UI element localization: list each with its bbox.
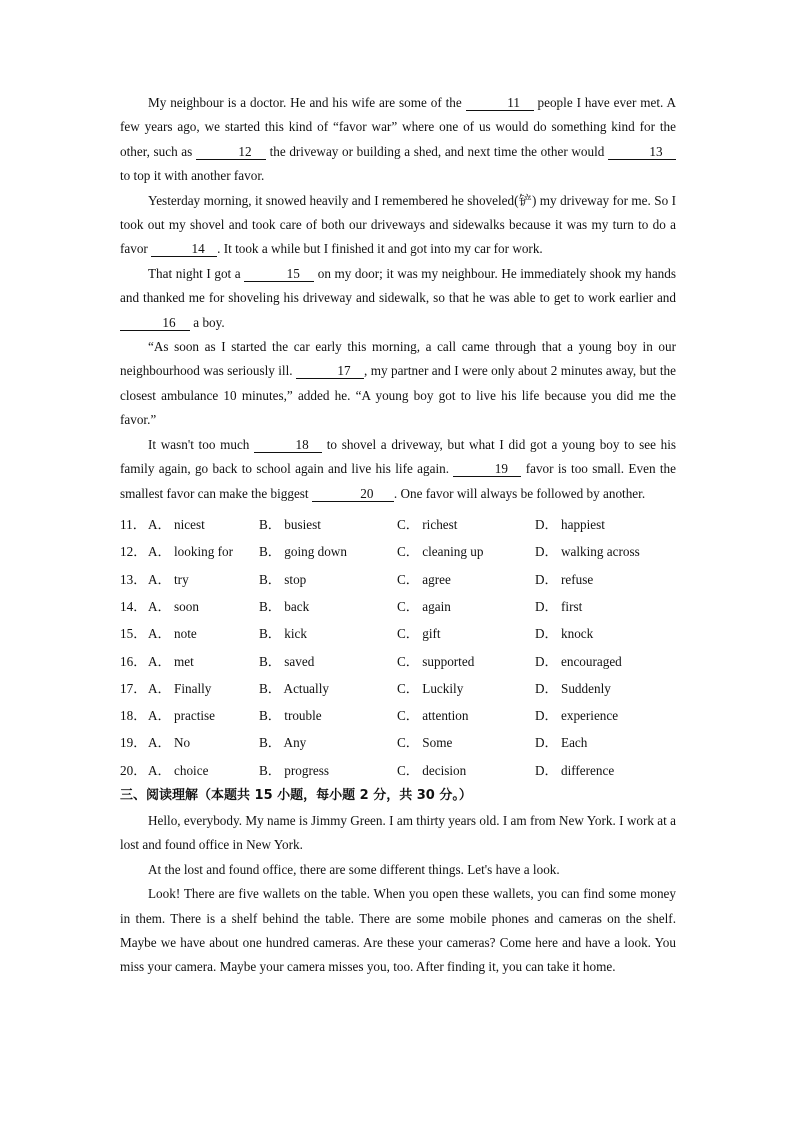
option-d: D． knock: [535, 626, 594, 642]
option-a: A． soon: [148, 598, 199, 614]
exam-page: [120, 91, 676, 980]
option-row-19: [120, 728, 676, 755]
text: It wasn't too much: [148, 436, 255, 452]
option-a: A． No: [148, 735, 191, 751]
text: “As soon as I started the car early this morning, a call came through that a young boy in our neighbourhood was seriously ill.: [120, 339, 676, 379]
option-d: D． difference: [535, 762, 615, 778]
option-a: A． met: [148, 653, 194, 669]
option-c: C． cleaning up: [397, 544, 484, 560]
blank-19: 19: [453, 461, 521, 477]
question-number: 19．: [120, 735, 147, 751]
question-number: 12．: [120, 544, 147, 560]
cloze-paragraph-3: [120, 262, 676, 335]
option-d: D． experience: [535, 708, 619, 724]
option-c: C． supported: [397, 653, 475, 669]
option-b: B． saved: [259, 653, 315, 669]
option-b: B． Any: [259, 735, 307, 751]
cloze-paragraph-5: [120, 433, 676, 506]
option-c: C． richest: [397, 517, 458, 533]
option-c: C． Luckily: [397, 680, 464, 696]
blank-15: 15: [244, 266, 314, 282]
question-number: 15．: [120, 626, 147, 642]
option-row-18: [120, 701, 676, 728]
cloze-paragraph-4: [120, 335, 676, 433]
blank-17: 17: [296, 363, 364, 379]
option-d: D． Each: [535, 735, 588, 751]
text: favor is too small. Even the smallest favor can make the biggest: [120, 461, 676, 501]
text: That night I got a: [148, 265, 245, 281]
option-b: B． back: [259, 598, 310, 614]
text: My neighbour is a doctor. He and his wife are some of the: [148, 95, 466, 110]
option-d: D． walking across: [535, 544, 640, 560]
cloze-paragraph-1: [120, 91, 676, 189]
question-number: 20．: [120, 762, 147, 778]
text: to top it with another favor.: [120, 168, 265, 184]
option-row-14: [120, 592, 676, 619]
option-c: C． agree: [397, 571, 451, 587]
option-c: C． attention: [397, 708, 469, 724]
option-row-13: [120, 565, 676, 592]
text: to shovel a driveway, but what I did got a young boy to see his family again, go back to school again and live his life again.: [120, 436, 676, 477]
option-row-17: [120, 674, 676, 701]
blank-20: 20: [312, 486, 394, 502]
section-heading: 三、阅读理解（本题共 15 小题，每小题 2 分，共 30 分。）: [120, 787, 472, 803]
blank-16: 16: [120, 315, 190, 331]
question-number: 11．: [120, 517, 146, 533]
option-b: B． busiest: [259, 517, 321, 533]
question-number: 14．: [120, 598, 147, 614]
option-a: A． nicest: [148, 517, 205, 533]
blank-14: 14: [151, 241, 217, 257]
text: a boy.: [190, 314, 225, 330]
option-a: A． try: [148, 571, 189, 587]
option-d: D． refuse: [535, 571, 594, 587]
blank-18: 18: [254, 437, 322, 453]
question-number: 13．: [120, 571, 147, 587]
option-row-11: [120, 510, 676, 537]
option-b: B． trouble: [259, 708, 322, 724]
options-list: [120, 510, 676, 783]
option-row-12: [120, 537, 676, 564]
question-number: 18．: [120, 708, 147, 724]
option-d: D． encouraged: [535, 653, 622, 669]
option-c: C． Some: [397, 735, 453, 751]
reading-paragraph-3: Look! There are five wallets on the table. When you open these wallets, you can find some money in them. There is a shelf behind the table. There are some mobile phones and cameras on the shelf. Maybe we have about one hundred cameras. Are these your cameras? Come here and have a look. You miss your camera. Maybe your camera misses you, too. After finding it, you can take it home.: [120, 886, 676, 975]
option-row-20: [120, 756, 676, 783]
option-a: A． looking for: [148, 544, 233, 560]
cloze-paragraph-2: [120, 189, 676, 262]
option-row-16: [120, 646, 676, 673]
option-d: D． happiest: [535, 517, 605, 533]
reading-paragraph-2: At the lost and found office, there are some different things. Let's have a look.: [148, 861, 560, 877]
text: the driveway or building a shed, and next time the other would: [265, 143, 608, 159]
option-b: B． kick: [259, 626, 307, 642]
blank-13: 13: [608, 144, 676, 160]
text: on my door; it was my neighbour. He immediately shook my hands and thanked me for shoveling his driveway and sidewalk, so that he was able to get to work earlier and: [120, 265, 676, 306]
option-d: D． Suddenly: [535, 680, 611, 696]
option-b: B． stop: [259, 571, 307, 587]
blank-12: 12: [196, 144, 266, 160]
blank-11: 11: [466, 95, 534, 111]
option-c: C． gift: [397, 626, 441, 642]
option-b: B． going down: [259, 544, 347, 560]
option-b: B． Actually: [259, 680, 329, 696]
option-a: A． note: [148, 626, 197, 642]
option-a: A． choice: [148, 762, 209, 778]
option-a: A． Finally: [148, 680, 212, 696]
option-c: C． decision: [397, 762, 467, 778]
text: people I have ever met. A few years ago, we started this kind of “favor war” where one of us would do something kind for the other, such as: [120, 95, 676, 159]
option-row-15: [120, 619, 676, 646]
text: . It took a while but I finished it and got into my car for work.: [217, 241, 543, 257]
option-d: D． first: [535, 598, 583, 614]
option-c: C． again: [397, 598, 451, 614]
reading-paragraph-1: Hello, everybody. My name is Jimmy Green. I am thirty years old. I am from New York. I work at a lost and found office in New York.: [120, 812, 676, 853]
text: Yesterday morning, it snowed heavily and I remembered he shoveled(铲) my driveway for me. So I took out my shovel and took care of both our driveways and sidewalks because it was my turn to do a favor: [120, 192, 676, 257]
option-a: A． practise: [148, 708, 216, 724]
option-b: B． progress: [259, 762, 329, 778]
text: , my partner and I were only about 2 minutes away, but the closest ambulance 10 minutes,” added he. “A young boy got to live his life because you did me the favor.”: [120, 363, 676, 428]
question-number: 16．: [120, 653, 147, 669]
question-number: 17．: [120, 680, 147, 696]
text: . One favor will always be followed by another.: [393, 485, 646, 501]
